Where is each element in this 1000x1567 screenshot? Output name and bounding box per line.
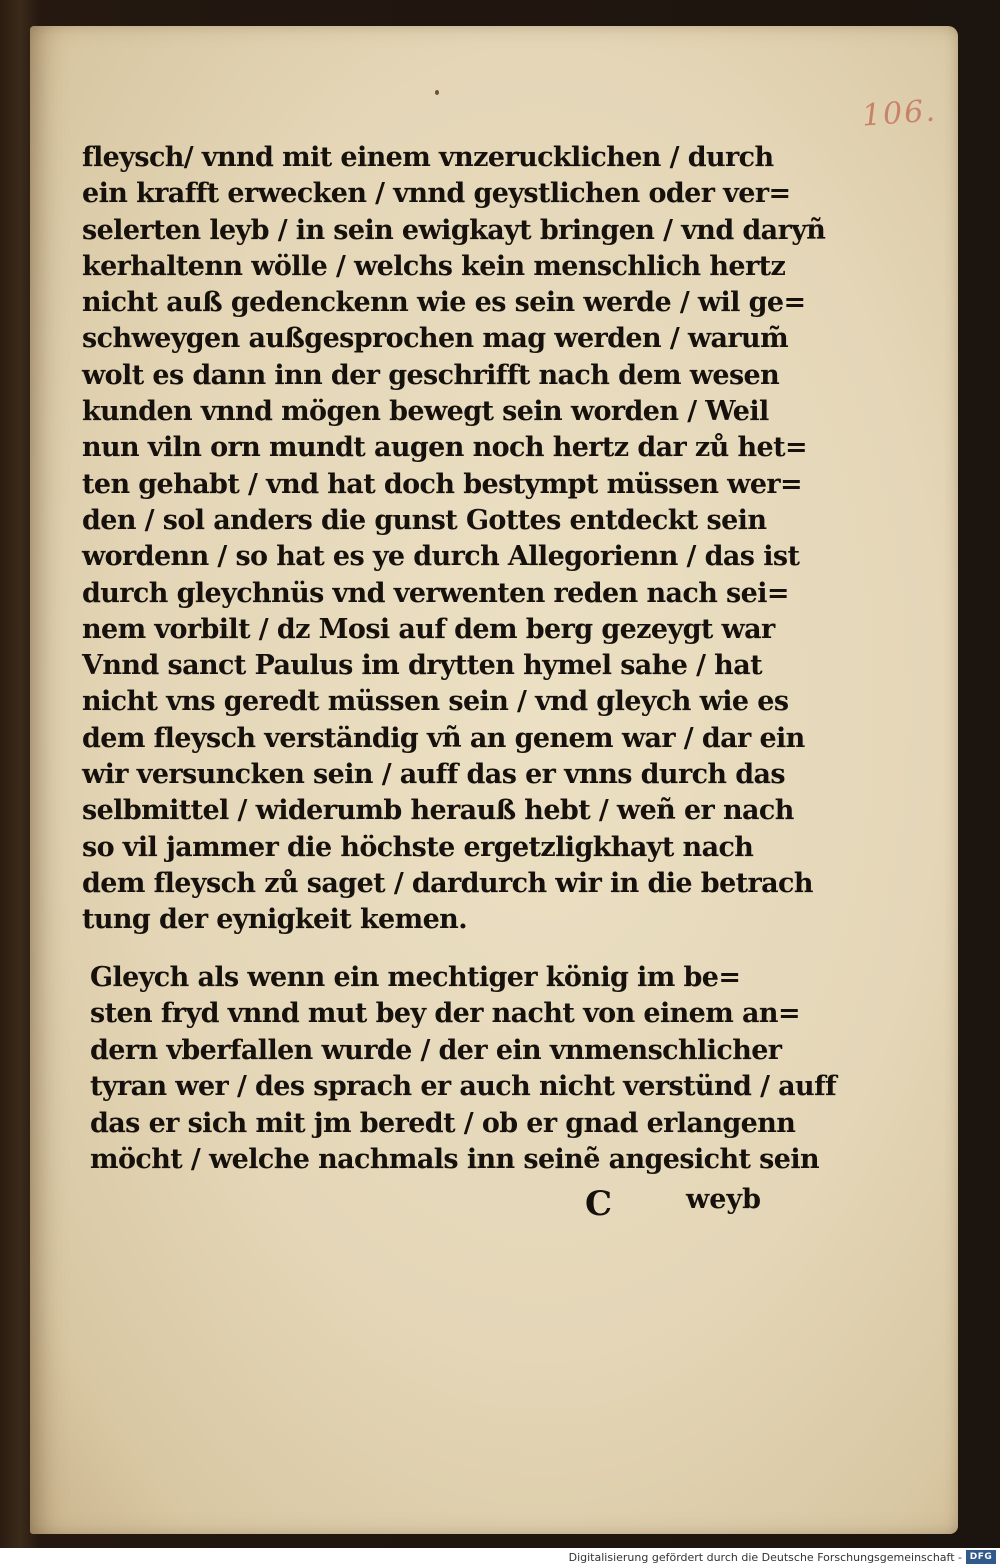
signature-mark: C — [585, 1184, 613, 1224]
text-line: nem vorbilt / dz Mosi auf dem berg gezeygt war — [82, 613, 775, 645]
text-line: ten gehabt / vnd hat doch bestympt müssen wer= — [82, 468, 803, 500]
text-line: dern vberfallen wurde / der ein vnmenschlicher — [90, 1034, 782, 1066]
text-line: fleysch/ vnnd mit einem vnzerucklichen / durch — [82, 142, 774, 173]
text-line: ein krafft erwecken / vnnd geystlichen oder ver= — [82, 178, 791, 210]
text-line: möcht / welche nachmals inn seinẽ angesicht sein — [90, 1143, 820, 1175]
text-line: kerhaltenn wölle / welchs kein menschlich hertz — [82, 250, 786, 282]
text-line: nicht auß gedenckenn wie es sein werde / wil ge= — [82, 287, 806, 319]
text-line: Vnnd sanct Paulus im drytten hymel sahe / hat — [82, 650, 762, 682]
text-line: tung der eynigkeit kemen. — [82, 904, 468, 936]
text-line: den / sol anders die gunst Gottes entdeckt sein — [82, 504, 767, 536]
text-line: durch gleychnüs vnd verwenten reden nach sei= — [82, 577, 789, 609]
paragraph-1 — [82, 140, 826, 939]
text-line: wordenn / so hat es ye durch Allegorienn / das ist — [82, 541, 800, 573]
text-line: selbmittel / widerumb herauß hebt / weñ er nach — [82, 795, 794, 827]
funding-credit: Digitalisierung gefördert durch die Deutsche Forschungsgemeinschaft - — [568, 1551, 962, 1564]
text-line: Gleych als wenn ein mechtiger könig im be= — [90, 962, 741, 993]
text-line: nun viln orn mundt augen noch hertz dar zů het= — [82, 432, 807, 464]
text-line: so vil jammer die höchste ergetzligkhayt nach — [82, 831, 754, 863]
text-line: selerten leyb / in sein ewigkayt bringen / vnd daryñ — [82, 214, 826, 246]
text-line: nicht vns geredt müssen sein / vnd gleych wie es — [82, 686, 789, 718]
paragraph-2 — [90, 960, 837, 1178]
text-line: tyran wer / des sprach er auch nicht verstünd / auff — [90, 1071, 837, 1103]
paper-fleck — [435, 90, 439, 95]
text-line: schweygen außgesprochen mag werden / warum̃ — [82, 323, 789, 355]
handwritten-page-number: 106. — [860, 93, 938, 134]
dfg-logo-icon: DFG — [966, 1550, 996, 1564]
text-line: kunden vnnd mögen bewegt sein worden / Weil — [82, 396, 769, 428]
text-line: dem fleysch verständig vñ an genem war / dar ein — [82, 722, 805, 754]
footer-bar — [0, 1548, 1000, 1567]
catchword: weyb — [686, 1184, 761, 1215]
text-line: wir versuncken sein / auff das er vnns durch das — [82, 759, 786, 791]
text-line: dem fleysch zů saget / dardurch wir in die betrach — [82, 867, 813, 899]
text-line: wolt es dann inn der geschrifft nach dem wesen — [82, 359, 780, 391]
text-line: sten fryd vnnd mut bey der nacht von einem an= — [90, 998, 800, 1030]
text-line: das er sich mit jm beredt / ob er gnad erlangenn — [90, 1107, 796, 1139]
